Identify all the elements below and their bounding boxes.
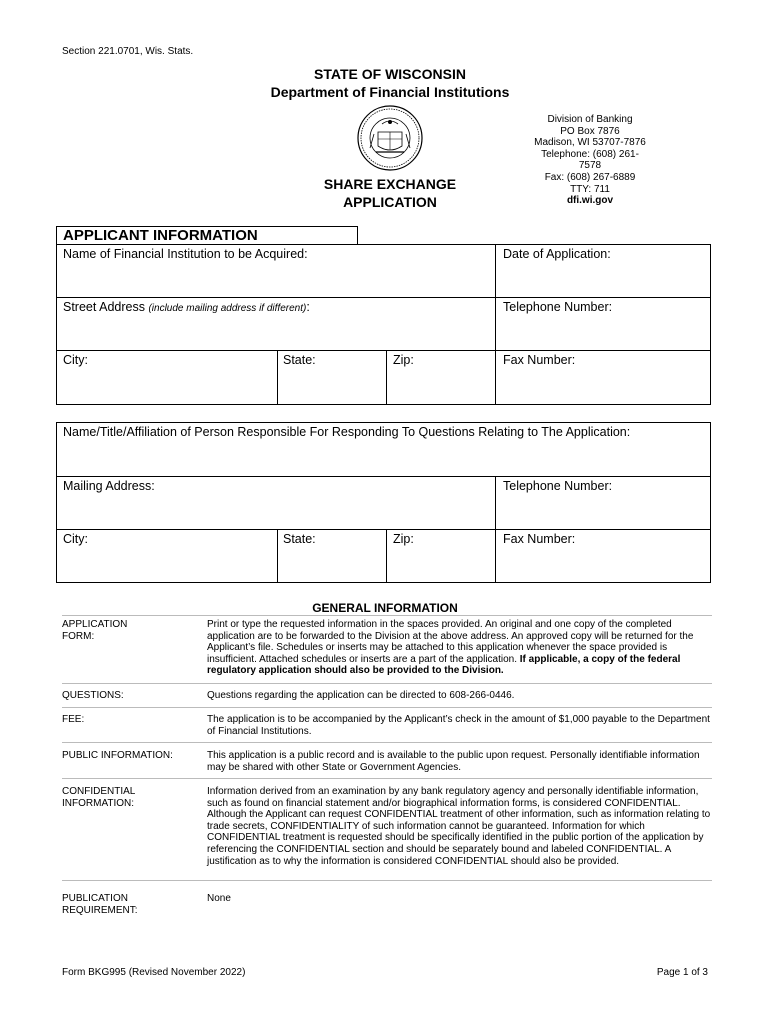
address-line: PO Box 7876 bbox=[560, 125, 620, 137]
info-value-bold: If applicable, a copy of the federal regulatory application should also be provided to the Division. bbox=[207, 653, 681, 677]
info-value bbox=[207, 619, 712, 677]
address-line: Fax: (608) 267-6889 bbox=[544, 171, 636, 183]
responsible-person-field[interactable]: Name/Title/Affiliation of Person Responsible For Responding To Questions Relating to The Application: bbox=[63, 425, 631, 439]
info-value: This application is a public record and is available to the public upon request. Personally identifiable information may be shared with other State or Government Agencies. bbox=[207, 750, 700, 773]
applicant-section-title: APPLICANT INFORMATION bbox=[63, 227, 258, 244]
form-title-line-1: SHARE EXCHANGE bbox=[323, 176, 457, 192]
info-value: Information derived from an examination by any bank regulatory agency and personally identifiable information, such as found on financial statement and/or biographical information forms, is considered CONFIDENTIAL. Although the Applicant can request CONFIDENTIAL treatment of other information, such as information relating to trade secrets, CONFIDENTIALITY of such information cannot be guaranteed. Information for which CONFIDENTIAL treatment is requested should be specifically identified in the public portion of the application by referencing the CONFIDENTIAL section and should be separately bound and labeled CONFIDENTIAL. A justification as to why the information is considered CONFIDENTIAL should also be provided. bbox=[207, 786, 711, 867]
info-key: PUBLICATION REQUIREMENT: bbox=[62, 893, 138, 916]
department-title: Department of Financial Institutions bbox=[270, 84, 510, 100]
info-value: The application is to be accompanied by the Applicant’s check in the amount of $1,000 payable to the Department of Financial Institutions. bbox=[207, 714, 710, 737]
info-value: None bbox=[207, 893, 231, 904]
website-link[interactable]: dfi.wi.gov bbox=[566, 195, 614, 207]
info-value-text: Print or type the requested information in the spaces provided. An original and one copy of the completed application are to be forwarded to the Division at the above address. An approved copy will be returned for the Applicant’s file. Schedules or inserts may be attached to this application whenever the space provided is insufficient. Attached schedules or inserts are a part of the application. bbox=[207, 619, 694, 665]
contact-telephone-field[interactable]: Telephone Number: bbox=[503, 479, 613, 493]
street-address-label: Street Address bbox=[63, 300, 149, 314]
application-date-field[interactable]: Date of Application: bbox=[503, 247, 611, 261]
info-key: PUBLIC INFORMATION: bbox=[62, 750, 173, 761]
info-value: Questions regarding the application can be directed to 608-266-0446. bbox=[207, 690, 515, 701]
street-address-note: (include mailing address if different) bbox=[148, 303, 307, 314]
state-seal-icon bbox=[356, 104, 424, 172]
street-address-colon: : bbox=[306, 300, 310, 314]
statute-reference: Section 221.0701, Wis. Stats. bbox=[62, 46, 194, 57]
state-title: STATE OF WISCONSIN bbox=[314, 66, 466, 82]
applicant-section-tab bbox=[56, 226, 358, 244]
contact-form-box bbox=[56, 422, 711, 583]
address-line: Division of Banking bbox=[547, 114, 633, 125]
fax-field[interactable]: Fax Number: bbox=[503, 353, 576, 367]
telephone-field[interactable]: Telephone Number: bbox=[503, 300, 613, 314]
zip-field[interactable]: Zip: bbox=[393, 353, 414, 367]
state-field[interactable]: State: bbox=[283, 353, 316, 367]
info-key: CONFIDENTIAL INFORMATION: bbox=[62, 786, 135, 809]
address-line: Telephone: (608) 261-7578 bbox=[541, 148, 639, 172]
info-key: QUESTIONS: bbox=[62, 690, 124, 701]
form-title bbox=[300, 175, 480, 211]
mailing-address-field[interactable]: Mailing Address: bbox=[63, 479, 155, 493]
street-address-field[interactable] bbox=[63, 300, 310, 314]
contact-city-field[interactable]: City: bbox=[63, 532, 88, 546]
info-key: APPLICATION FORM: bbox=[62, 619, 128, 642]
info-key: FEE: bbox=[62, 714, 85, 725]
address-line: Madison, WI 53707-7876 bbox=[534, 137, 646, 149]
contact-state-field[interactable]: State: bbox=[283, 532, 316, 546]
general-info-title: GENERAL INFORMATION bbox=[312, 601, 458, 615]
form-title-line-2: APPLICATION bbox=[343, 194, 437, 210]
city-field[interactable]: City: bbox=[63, 353, 88, 367]
contact-zip-field[interactable]: Zip: bbox=[393, 532, 414, 546]
address-line: TTY: 711 bbox=[570, 183, 610, 195]
applicant-form-box bbox=[56, 244, 711, 405]
contact-fax-field[interactable]: Fax Number: bbox=[503, 532, 576, 546]
division-address bbox=[530, 114, 650, 207]
form-id: Form BKG995 (Revised November 2022) bbox=[62, 967, 246, 978]
page-number: Page 1 of 3 bbox=[656, 967, 708, 978]
info-row-application-form bbox=[62, 619, 712, 681]
institution-name-field[interactable]: Name of Financial Institution to be Acquired: bbox=[63, 247, 308, 261]
